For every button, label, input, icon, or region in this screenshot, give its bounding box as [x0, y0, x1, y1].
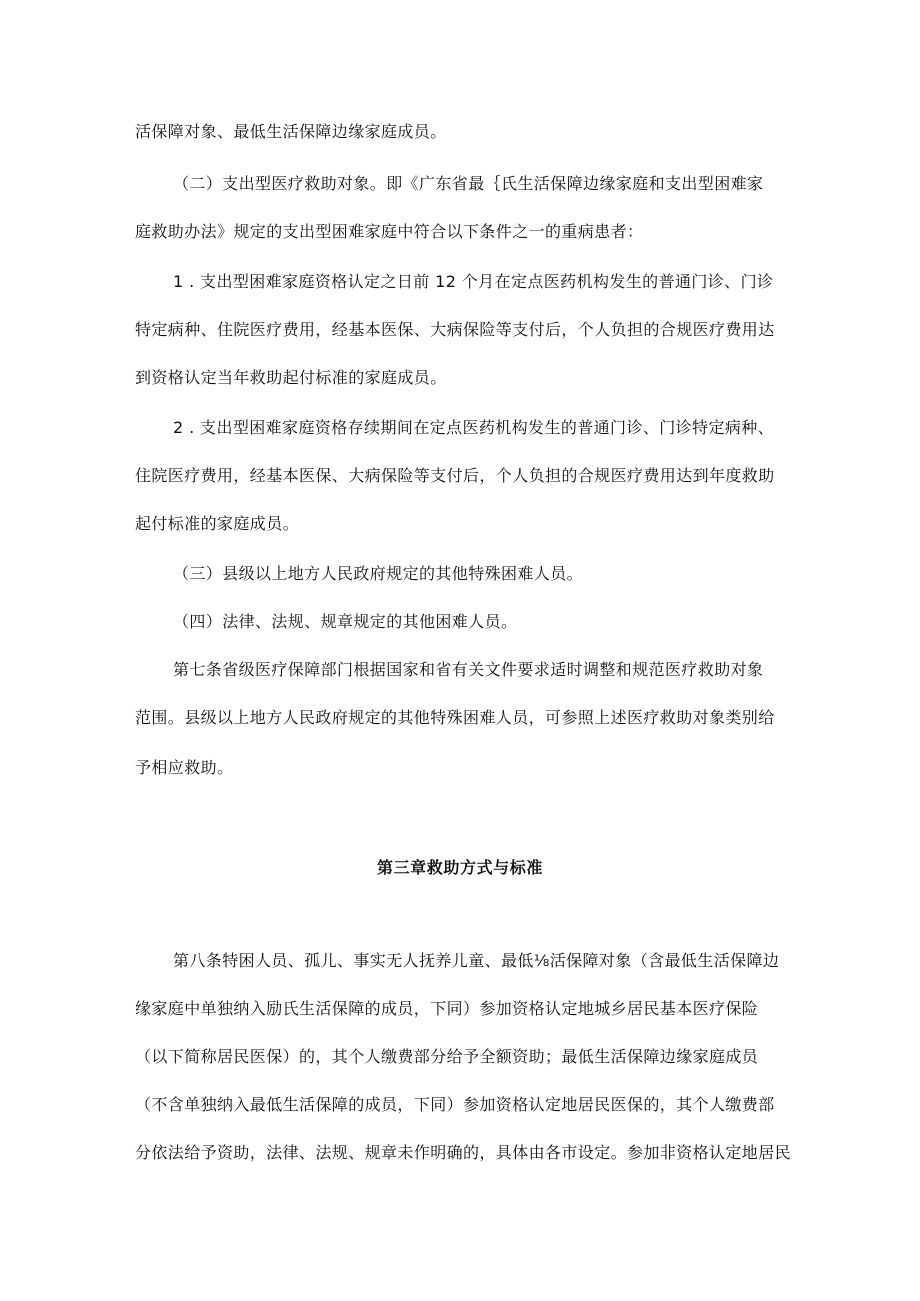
- text-line: 特定病种、住院医疗费用，经基本医保、大病保险等支付后，个人负担的合规医疗费用达: [135, 320, 775, 339]
- chapter-heading: 第三章救助方式与标准: [376, 858, 543, 877]
- text-line: （以下简称居民医保）的，其个人缴费部分给予全额资助；最低生活保障边缘家庭成员: [135, 1047, 759, 1066]
- text-line: 1 . 支出型困难家庭资格认定之日前 12 个月在定点医药机构发生的普通门诊、门诊: [173, 272, 774, 291]
- text-line: 第八条特困人员、孤儿、事实无人抚养儿童、最低⅛活保障对象（含最低生活保障边: [173, 951, 780, 970]
- text-line: 庭救助办法》规定的支出型困难家庭中符合以下条件之一的重病患者：: [135, 222, 644, 241]
- text-line: 第七条省级医疗保障部门根据国家和省有关文件要求适时调整和规范医疗救助对象: [173, 660, 764, 679]
- text-line: 予相应救助。: [135, 758, 234, 777]
- text-line: 住院医疗费用，经基本医保、大病保险等支付后，个人负担的合规医疗费用达到年度救助: [135, 466, 775, 485]
- text-line: 范围。县级以上地方人民政府规定的其他特殊困难人员，可参照上述医疗救助对象类别给: [135, 708, 775, 727]
- text-line: （二）支出型医疗救助对象。即《广东省最｛氏生活保障边缘家庭和支出型困难家: [173, 174, 764, 193]
- text-line: 分依法给予资助，法律、法规、规章未作明确的，具体由各市设定。参加非资格认定地居民: [135, 1143, 792, 1162]
- text-line: 到资格认定当年救助起付标准的家庭成员。: [135, 368, 447, 387]
- text-line: （不含单独纳入最低生活保障的成员，下同）参加资格认定地居民医保的，其个人缴费部: [135, 1095, 775, 1114]
- text-line: 2 . 支出型困难家庭资格存续期间在定点医药机构发生的普通门诊、门诊特定病种、: [173, 418, 775, 437]
- text-line: 活保障对象、最低生活保障边缘家庭成员。: [135, 122, 447, 141]
- text-line: （四）法律、法规、规章规定的其他困难人员。: [173, 612, 518, 631]
- text-line: 缘家庭中单独纳入励氏生活保障的成员，下同）参加资格认定地城乡居民基本医疗保险: [135, 999, 759, 1018]
- text-line: 起付标准的家庭成员。: [135, 514, 300, 533]
- text-line: （三）县级以上地方人民政府规定的其他特殊困难人员。: [173, 564, 584, 583]
